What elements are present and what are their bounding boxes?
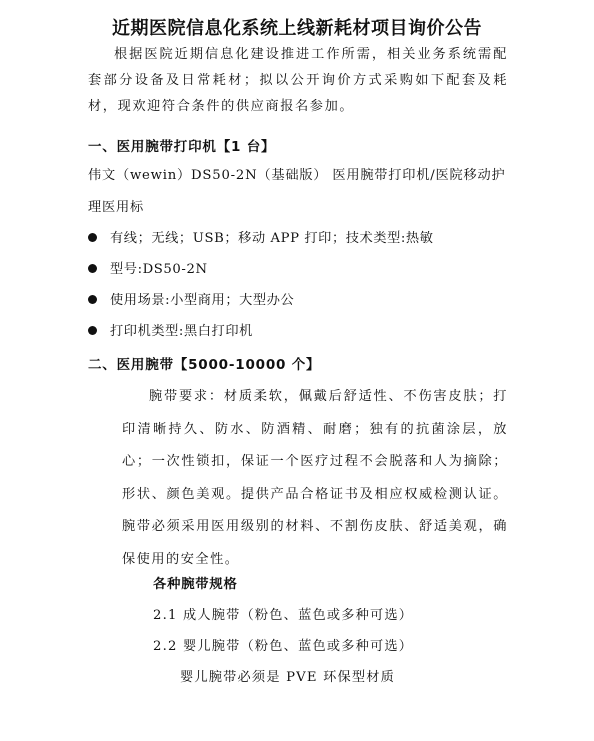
printer-product-description: 伟文（wewin）DS50-2N（基础版） 医用腕带打印机/医院移动护理医用标	[88, 168, 506, 215]
list-item	[88, 319, 508, 350]
printer-spec-list	[88, 226, 508, 350]
bullet-dot-icon	[88, 295, 97, 304]
wristband-requirement-paragraph	[122, 381, 508, 576]
list-item	[88, 288, 508, 319]
spec-item-infant: 2.2 婴儿腕带（粉色、蓝色或多种可选）	[153, 639, 414, 654]
list-item-text: 打印机类型:黑白打印机	[110, 324, 253, 339]
list-item	[88, 257, 508, 288]
list-item-text: 有线；无线；USB；移动 APP 打印；技术类型:热敏	[110, 231, 434, 246]
section-2-heading: 二、医用腕带【5000-10000 个】	[88, 357, 321, 373]
intro-paragraph: 根据医院近期信息化建设推进工作所需，相关业务系统需配套部分设备及日常耗材；拟以公开询价方式采购如下配套及耗材，现欢迎符合条件的供应商报名参加。	[88, 47, 508, 114]
list-item	[88, 226, 508, 257]
spec-item-adult: 2.1 成人腕带（粉色、蓝色或多种可选）	[153, 608, 414, 623]
document-title: 近期医院信息化系统上线新耗材项目询价公告	[112, 18, 482, 39]
bullet-dot-icon	[88, 326, 97, 335]
bullet-dot-icon	[88, 264, 97, 273]
section-1-heading: 一、医用腕带打印机【1 台】	[88, 139, 276, 155]
requirement-text: 腕带要求：材质柔软，佩戴后舒适性、不伤害皮肤；打印清晰持久、防水、防酒精、耐磨；独有的抗菌涂层，放心；一次性锁扣，保证一个医疗过程不会脱落和人为摘除；形状、颜色美观。提供产品合格证书及相应权威检测认证。腕带必须采用医用级别的材料、不割伤皮肤、舒适美观，确保使用的安全性。	[122, 389, 508, 567]
material-note: 婴儿腕带必须是 PVE 环保型材质	[180, 670, 396, 685]
list-item-text: 使用场景:小型商用；大型办公	[110, 293, 295, 308]
bullet-dot-icon	[88, 233, 97, 242]
spec-subheading: 各种腕带规格	[153, 577, 238, 592]
list-item-text: 型号:DS50-2N	[110, 262, 208, 277]
